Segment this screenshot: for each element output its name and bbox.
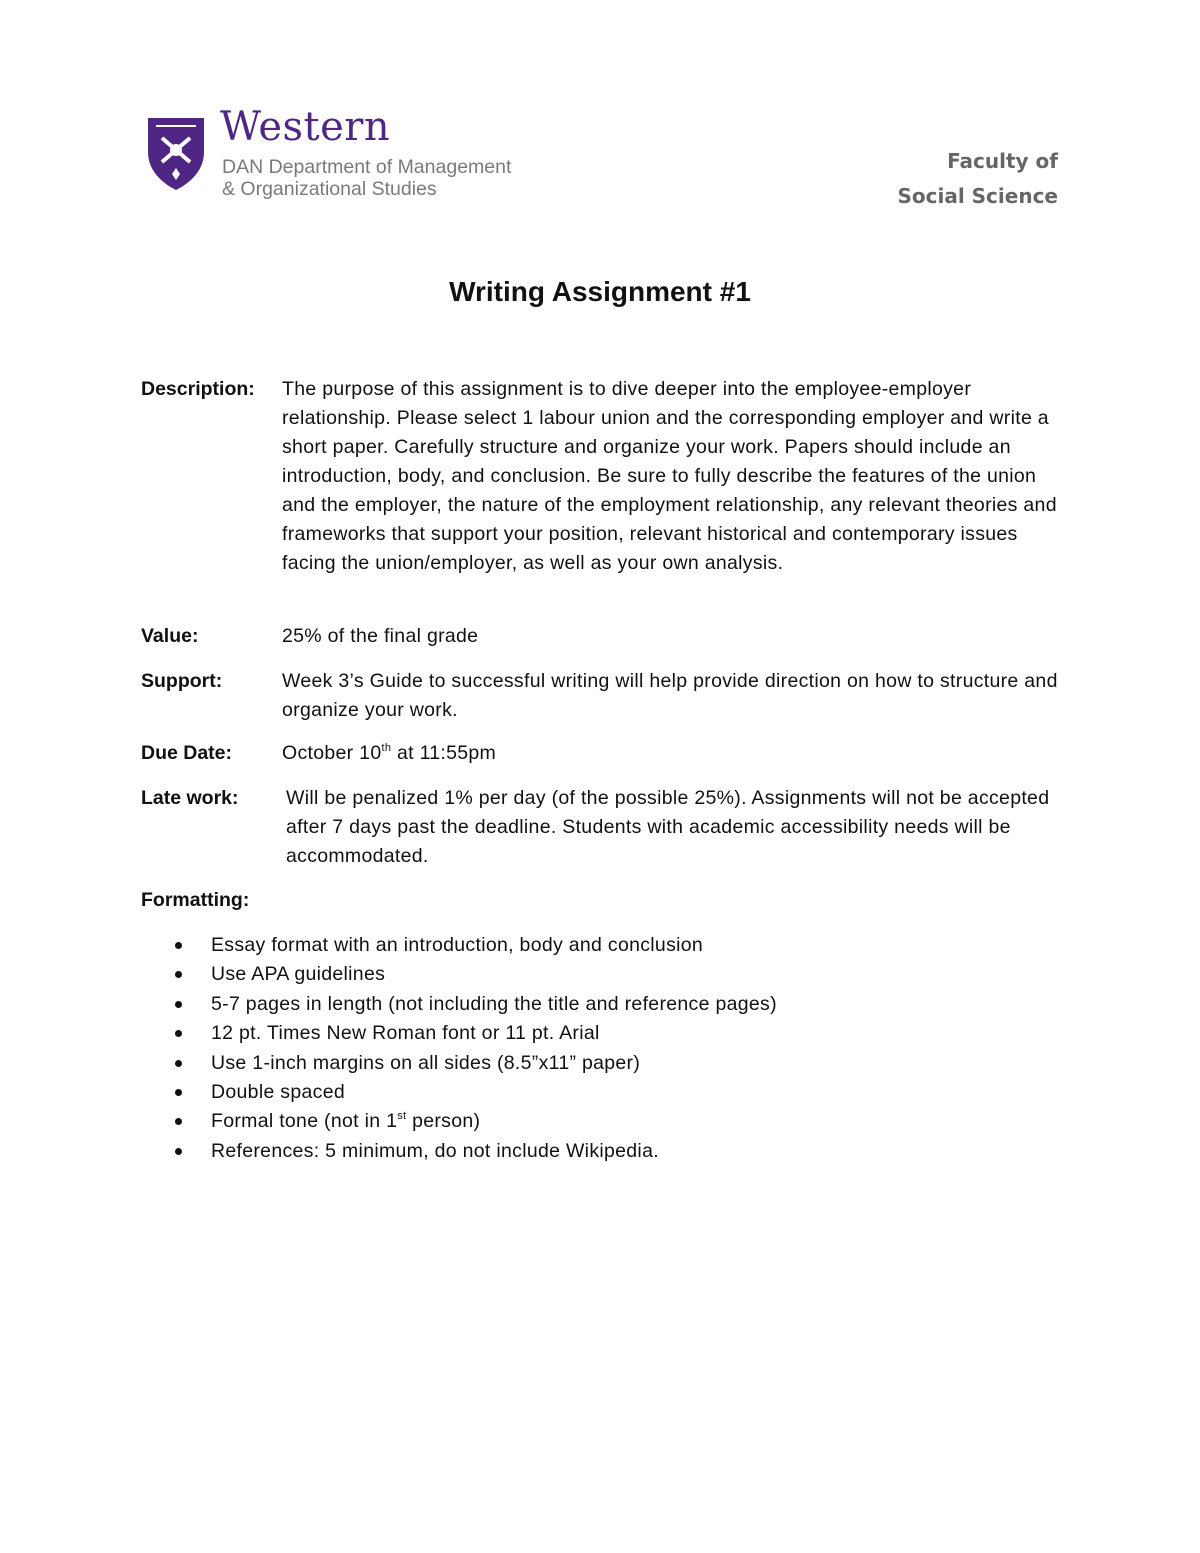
bullet-icon [175,1060,182,1067]
description-text: The purpose of this assignment is to dive deeper into the employee-employer relationship. Please select 1 labour union and the corresponding employer and write a short paper. Carefully structure and organize your work. Papers should include an introduction, body, and conclusion. Be sure to fully describe the features of the union and the employer, the nature of the employment relationship, any relevant theories and frameworks that support your position, relevant historical and contemporary issues facing the union/employer, as well as your own analysis. [282,378,1057,574]
list-item [141,1107,777,1136]
bullet-icon [175,1030,182,1037]
logo-wordmark: Western [220,104,391,150]
late-work-label: Late work: [141,787,239,809]
bullet-icon [175,1148,182,1155]
due-date-row [141,739,1061,768]
logo-department-line2: & Organizational Studies [222,178,437,200]
ordinal-suffix: st [397,1110,407,1123]
faculty-label [897,144,1058,214]
list-item [141,1049,777,1078]
list-item-text-end: person) [406,1110,481,1133]
bullet-icon [175,1118,182,1125]
due-date-time: at 11:55pm [391,742,497,764]
list-item-text: Essay format with an introduction, body and conclusion [211,934,704,956]
value-label: Value: [141,625,199,647]
due-date-suffix: th [381,742,392,754]
page-title: Writing Assignment #1 [449,276,751,307]
western-crest-icon [144,112,208,192]
bullet-icon [175,1089,182,1096]
support-text: Week 3’s Guide to successful writing will help provide direction on how to structure and organize your work. [282,670,1058,721]
description-row [141,375,1061,578]
late-work-text: Will be penalized 1% per day (of the possible 25%). Assignments will not be accepted after 7 days past the deadline. Students with academic accessibility needs will be accommodated. [286,787,1050,867]
formatting-list [141,931,777,1166]
list-item [141,1019,777,1048]
due-date-label: Due Date: [141,742,233,764]
support-label: Support: [141,670,223,692]
due-date-text [282,739,1061,768]
list-item-text: 5-7 pages in length (not including the title and reference pages) [211,992,777,1015]
list-item [141,960,777,989]
list-item-text: Formal tone (not in 1 [211,1110,398,1133]
list-item-text: References: 5 minimum, do not include Wikipedia. [211,1139,659,1162]
list-item [141,1078,777,1107]
bullet-icon [175,1001,182,1008]
bullet-icon [175,971,182,978]
list-item-text: Use APA guidelines [211,963,386,986]
list-item [141,1137,777,1166]
faculty-line2: Social Science [897,184,1058,208]
due-date-day: October 10 [282,742,382,764]
western-logo [144,104,524,202]
list-item-text: Double spaced [211,1081,345,1104]
bullet-icon [175,942,182,949]
support-row [141,667,1061,725]
list-item [141,990,777,1019]
logo-department: DAN Department of Management [222,156,512,178]
faculty-line1: Faculty of [947,149,1058,173]
value-row [141,622,1061,651]
list-item-text: 12 pt. Times New Roman font or 11 pt. Arial [211,1022,600,1045]
list-item-text: Use 1-inch margins on all sides (8.5”x11” paper) [211,1051,641,1074]
list-item [141,931,777,960]
description-label: Description: [141,378,255,400]
formatting-label: Formatting: [141,889,250,911]
value-text: 25% of the final grade [282,625,479,647]
late-work-row [141,784,1061,871]
